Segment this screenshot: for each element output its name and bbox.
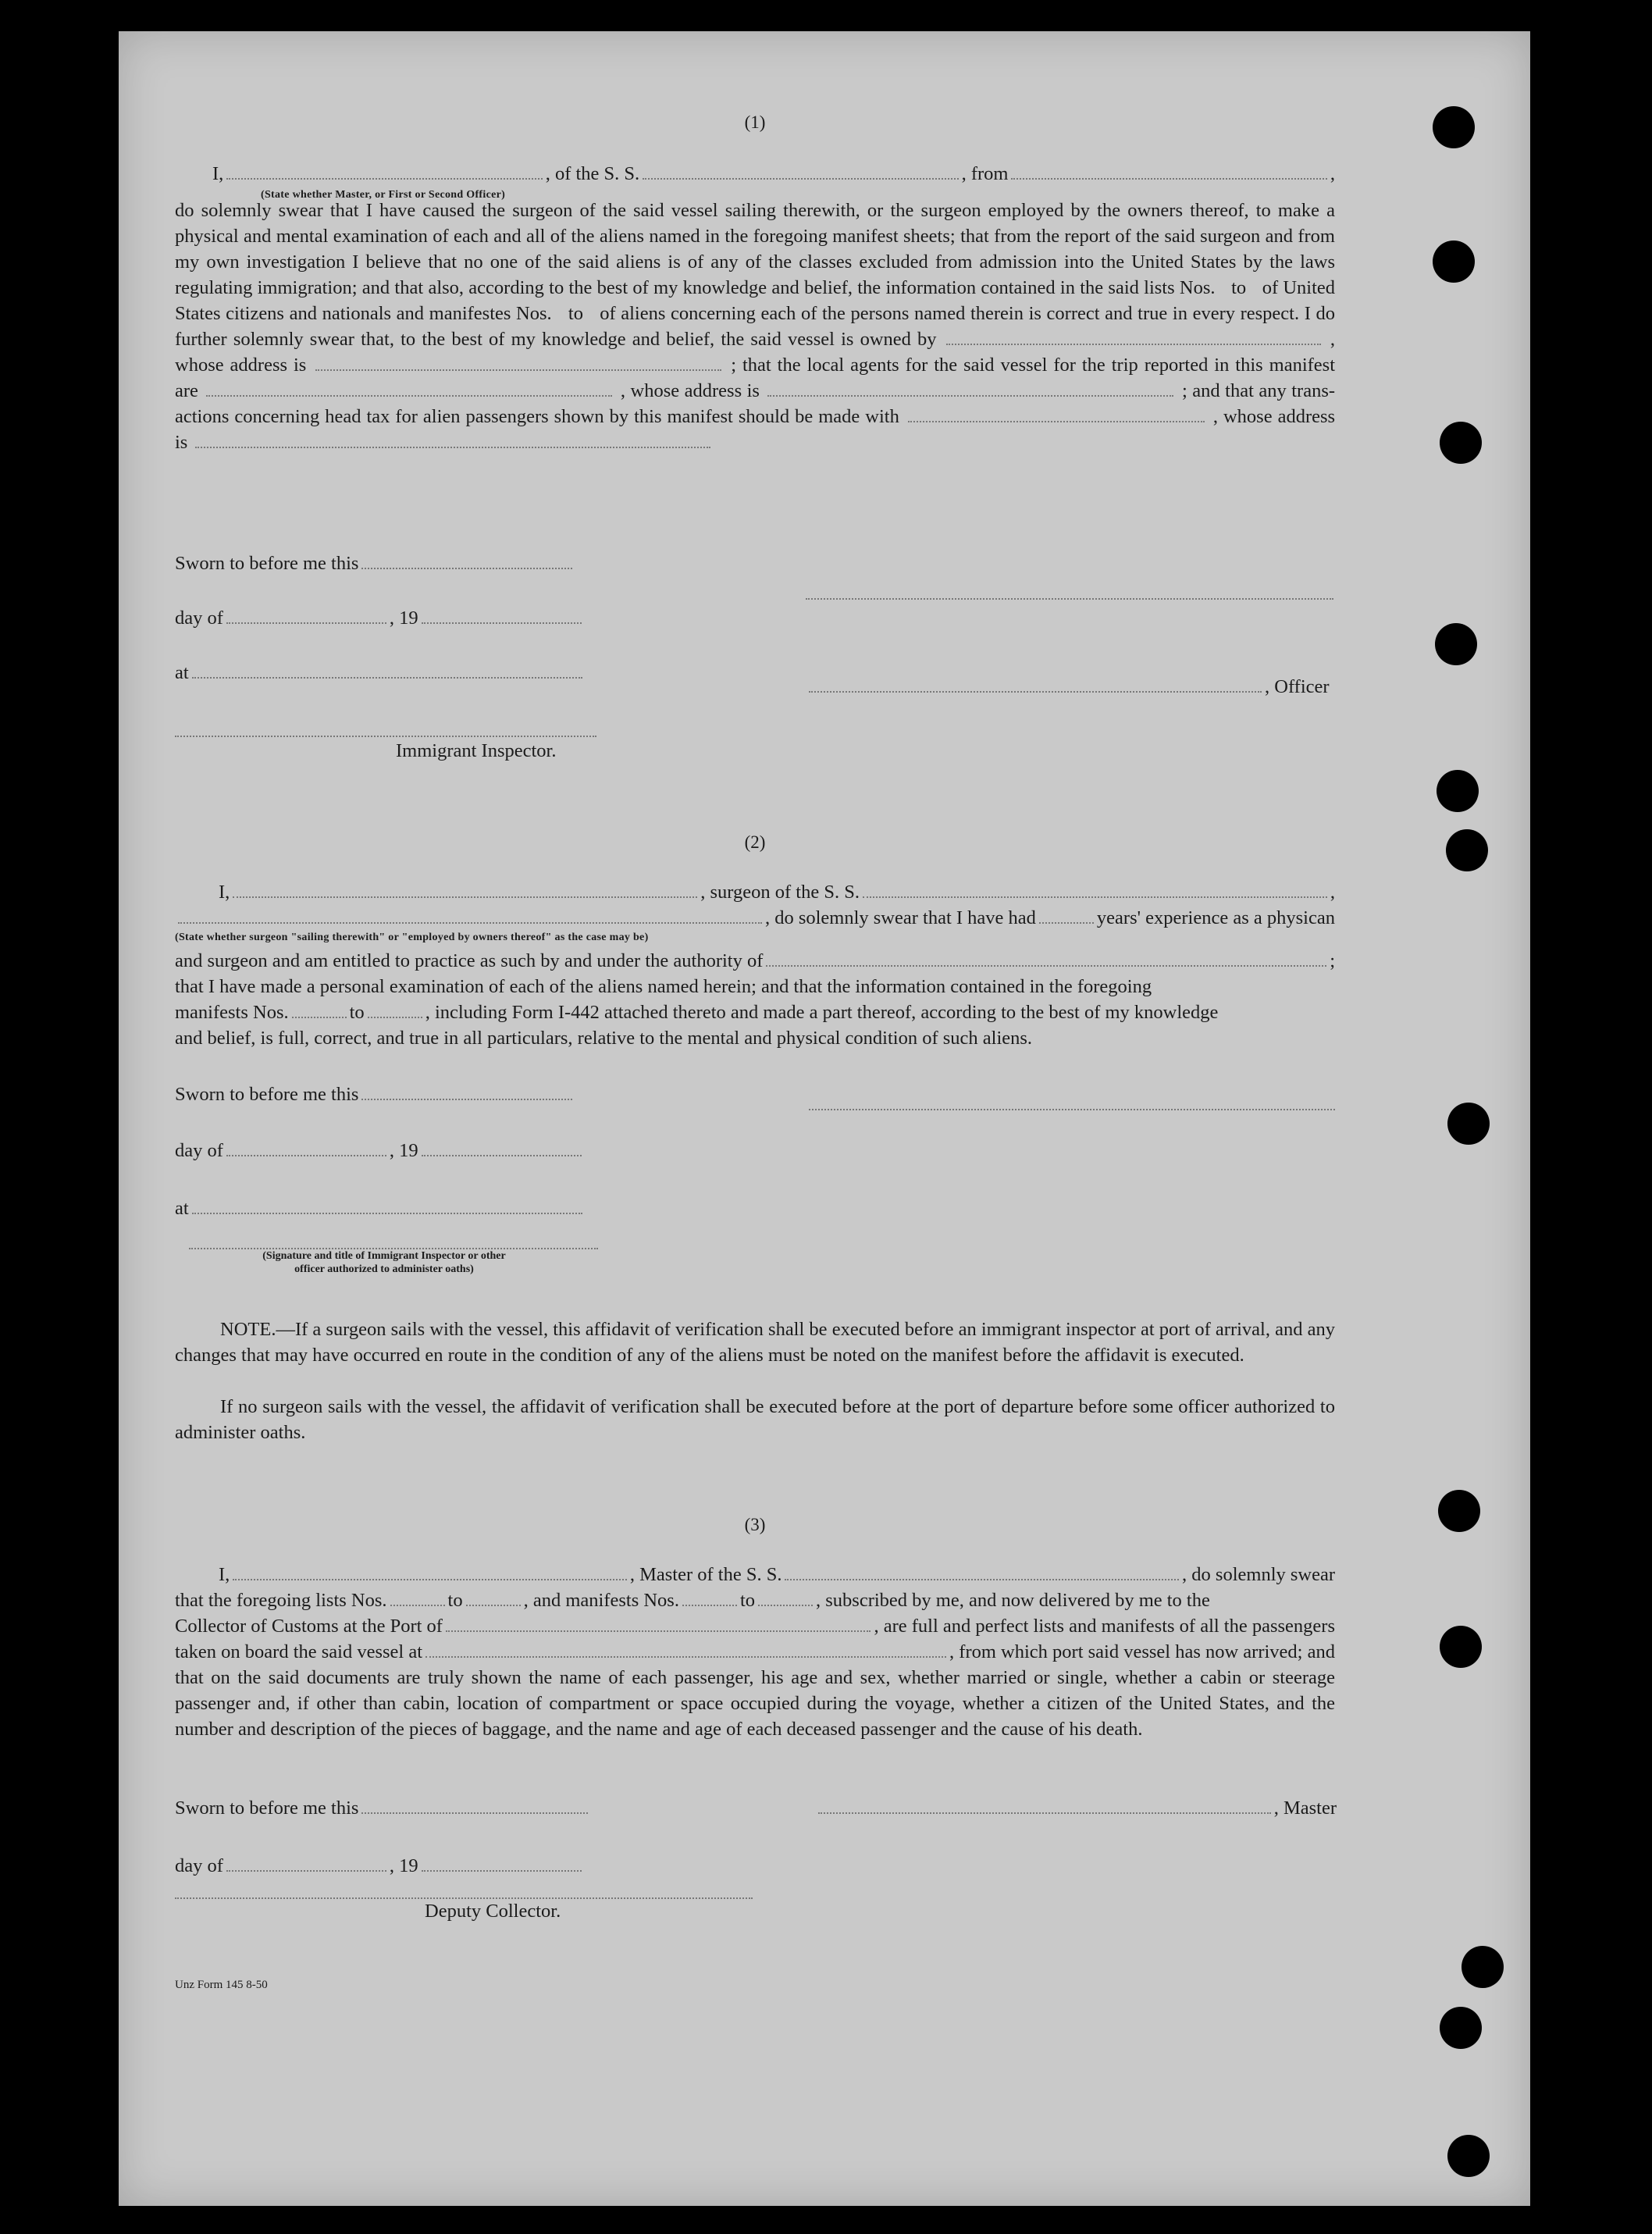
sworn-line: Sworn to before me this , Master [175,1798,1337,1819]
ship-name-field[interactable] [785,1565,1179,1580]
punch-hole [1446,829,1488,871]
punch-hole [1437,770,1479,812]
head-tax-field[interactable] [908,407,1205,422]
punch-hole [1435,623,1477,665]
s2-line4: that I have made a personal examination of each of the aliens named herein; and that the information contained in the foregoing [175,976,1152,997]
s3-oath-text: that on the said documents are truly shown the name of each passenger, his age and sex, whether married or single, whether a cabin or steerage passenger and, if other than cabin, location of compartment or space occupied during the voyage, whether a citizen of the United States, and the number and description of the pieces of baggage, and the name and age of each deceased passenger and the cause of his death. [175,1667,1335,1740]
officer-line: , Officer [806,676,1330,698]
manifests-from-field[interactable] [292,1003,347,1018]
note-2: If no surgeon sails with the vessel, the affidavit of verification shall be executed before at the port of departure before some officer authorized to administer oaths. [175,1396,1335,1443]
note-1: NOTE.—If a surgeon sails with the vessel, this affidavit of verification shall be executed before an immigrant inspector at port of arrival, and any changes that may have occurred en route in the condition of any of the aliens must be noted on the manifest before the affidavit is executed. [175,1319,1335,1366]
inspector-signature-line[interactable] [175,734,596,737]
collector-signature-line[interactable] [175,1896,753,1899]
officer-signature-field[interactable] [809,677,1262,693]
section-number: (3) [744,1515,766,1534]
sworn-date-field[interactable] [361,1798,588,1814]
day-field[interactable] [226,1141,386,1156]
punch-hole [1462,1946,1504,1988]
section-number: (1) [744,112,766,132]
punch-hole [1440,422,1482,464]
ship-name-field[interactable] [643,164,958,180]
form-page [119,31,1530,2206]
punch-hole [1438,1490,1480,1532]
ship-name-field[interactable] [863,882,1327,898]
at-line: at [175,662,586,684]
punch-hole [1433,241,1475,283]
owner-address-field[interactable] [315,355,721,371]
punch-hole [1447,2135,1490,2177]
signature-caption: (Signature and title of Immigrant Inspector or other officer authorized to administer oaths) [262,1250,506,1275]
section-2: I, , surgeon of the S. S. , , do solemnly swear that I have had years' experience as a physican (State whether surgeon "sailing therewith" or "employed by owners thereof" as the case may be) and surgeon and am entitled to practice as such by and under the authority of ; that I have made a personal examination of each of the aliens named herein; and that the information contained in the foregoing manifests Nos. to , including Form I-442 attached thereto and made a part thereof, according to the best of my knowledge and belief, is full, correct, and true in all particulars, relative to the mental and physical condition of such aliens. [175,879,1335,1051]
surgeon-note: (State whether surgeon "sailing therewith" or "employed by owners thereof" as the case may be) [175,932,649,943]
sworn-date-field[interactable] [361,554,572,569]
master-signature-field[interactable] [818,1798,1271,1814]
deputy-label: Deputy Collector. [425,1901,561,1922]
officer-name-field[interactable] [226,164,542,180]
section-number: (2) [744,832,766,852]
year-field[interactable] [422,1141,582,1156]
place-field[interactable] [192,663,582,679]
year-field[interactable] [422,608,582,624]
form-number: Unz Form 145 8-50 [175,1979,268,1991]
from-field[interactable] [1011,164,1326,180]
place-field[interactable] [192,1199,582,1214]
manifests-from-field[interactable] [682,1591,737,1606]
sworn-line: Sworn to before me this [175,553,575,575]
surgeon-type-field[interactable] [178,908,762,924]
oath-text: do solemnly swear that I have caused the surgeon of the said vessel sailing therewith, or the surgeon employed by the owners thereof, to make a physical and mental examination of each and all of the aliens named in the foregoing manifest sheets; that from the report of the said surgeon and from my own investigation I believe that no one of the said aliens is of any of the classes excluded from admission into the United States by the laws regulating immigration; and that also, according to the best of my knowledge and belief, the information contained in the said lists Nos. to of United States citizens and nationals and manifestes Nos. to of aliens concerning each of the persons named therein is correct and true in every respect. I do further solemnly swear that, to the best of my knowledge and belief, the said vessel is owned by , whose address is ; that the local agents for the said vessel for the trip reported in this manifest are , whose address is ; and that any trans- actions concerning head tax for alien passengers shown by this manifest should be made with , whose address is [175,200,1336,453]
day-line: day of , 19 [175,1855,585,1877]
punch-hole [1433,106,1475,148]
at-line: at [175,1198,586,1220]
inspector-label: Immigrant Inspector. [396,740,557,761]
s2-line6: and belief, is full, correct, and true in all particulars, relative to the mental and physical condition of such aliens. [175,1028,1033,1049]
day-field[interactable] [226,1856,386,1872]
master-name-field[interactable] [233,1565,627,1580]
authority-field[interactable] [766,951,1326,967]
owner-field[interactable] [946,330,1321,345]
signature-line[interactable] [809,1107,1335,1110]
manifests-to-field[interactable] [758,1591,813,1606]
lists-from-field[interactable] [390,1591,445,1606]
year-field[interactable] [422,1856,582,1872]
manifests-to-field[interactable] [368,1003,422,1018]
punch-hole [1440,2007,1482,2049]
surgeon-name-field[interactable] [233,882,697,898]
sworn-date-field[interactable] [361,1085,572,1100]
agents-field[interactable] [206,381,612,397]
embark-port-field[interactable] [425,1642,946,1658]
day-line: day of , 19 [175,607,585,629]
signature-line[interactable] [806,597,1333,600]
head-tax-address-field[interactable] [195,433,710,448]
agents-address-field[interactable] [767,381,1173,397]
punch-hole [1447,1103,1490,1145]
section-1: I, , of the S. S. , from , (State whether Master, or First or Second Officer) do solemnly swear that I have caused the surgeon of the said vessel sailing therewith, or the surgeon employed by the owners thereof, to make a physical and mental examination of each and all of the aliens named in the foregoing manifest sheets; that from the report of the said surgeon and from my own investigation I believe that no one of the said aliens is of any of the classes excluded from admission into the United States by the laws regulating immigration; and that also, according to the best of my knowledge and belief, the information contained in the said lists Nos. to of United States citizens and nationals and manifestes Nos. to of aliens concerning each of the persons named therein is correct and true in every respect. I do further solemnly swear that, to the best of my knowledge and belief, the said vessel is owned by , whose address is ; that the local agents for the said vessel for the trip reported in this manifest are , whose address is ; and that any trans- actions concerning head tax for alien passengers shown by this manifest should be made with , whose address is [175,161,1335,455]
port-field[interactable] [446,1616,871,1632]
day-line: day of , 19 [175,1140,585,1162]
years-field[interactable] [1039,908,1094,924]
section-3: I, , Master of the S. S. , do solemnly swear that the foregoing lists Nos. to , and manifests Nos. to , subscribed by me, and now delivered by me to the Collector of Customs at the Port of , are full and perfect lists and manifests of all the passengers taken on board the said vessel at , from which port said vessel has now arrived; and that on the said documents are truly shown the name of each passenger, his age and sex, whether married or single, whether a cabin or steerage passenger and, if other than cabin, location of compartment or space occupied during the voyage, whether a citizen of the United States, and the number and description of the pieces of baggage, and the name and age of each deceased passenger and the cause of his death. [175,1562,1335,1742]
lists-to-field[interactable] [466,1591,521,1606]
officer-note: (State whether Master, or First or Second Officer) [261,189,506,201]
punch-hole [1440,1626,1482,1668]
sworn-line: Sworn to before me this [175,1084,575,1106]
day-field[interactable] [226,608,386,624]
